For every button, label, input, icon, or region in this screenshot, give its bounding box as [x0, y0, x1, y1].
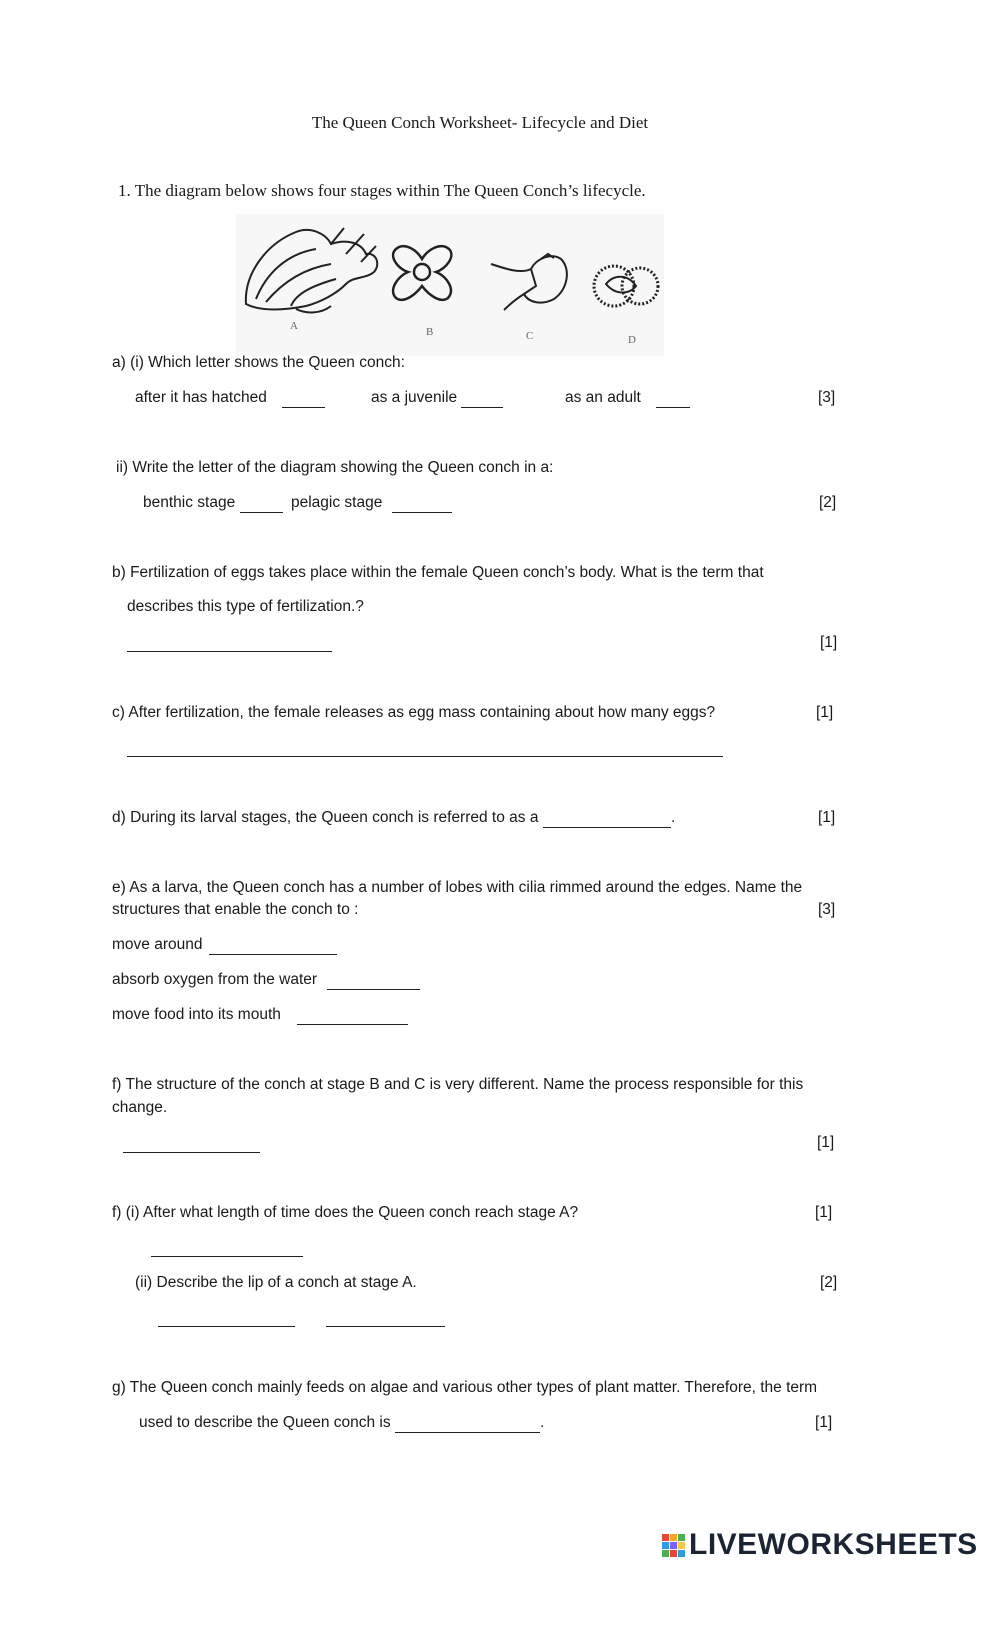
- page-title: The Queen Conch Worksheet- Lifecycle and Diet: [311, 113, 649, 132]
- answer-blank-b[interactable]: [127, 650, 332, 652]
- logo-grid-icon: [662, 1534, 685, 1557]
- liveworksheets-logo[interactable]: [662, 1528, 978, 1562]
- mark-f-i: [1]: [815, 1204, 833, 1221]
- prompt-benthic: benthic stage: [143, 494, 236, 511]
- answer-blank-absorb-oxygen[interactable]: [327, 988, 420, 990]
- mark-d: [1]: [818, 809, 836, 826]
- answer-blank-move-food[interactable]: [297, 1023, 408, 1025]
- logo-text: LIVEWORKSHEETS: [689, 1528, 978, 1561]
- prompt-move-around: move around: [112, 936, 203, 953]
- mark-g: [1]: [815, 1414, 833, 1431]
- mark-a-i: [3]: [818, 389, 836, 406]
- question-g-end: .: [540, 1414, 545, 1431]
- question-g-line2: used to describe the Queen conch is: [139, 1414, 391, 1431]
- mark-e: [3]: [818, 901, 836, 918]
- prompt-move-food: move food into its mouth: [112, 1006, 281, 1023]
- answer-blank-f-ii-1[interactable]: [158, 1325, 295, 1327]
- answer-blank-f-i[interactable]: [151, 1255, 303, 1257]
- question-a-ii: ii) Write the letter of the diagram showing the Queen conch in a:: [116, 459, 554, 476]
- prompt-pelagic: pelagic stage: [291, 494, 383, 511]
- question-f-ii: (ii) Describe the lip of a conch at stage A.: [135, 1274, 417, 1291]
- answer-blank-g[interactable]: [395, 1431, 540, 1433]
- answer-blank-pelagic[interactable]: [392, 511, 452, 513]
- mark-b: [1]: [820, 634, 838, 651]
- mark-f: [1]: [817, 1134, 835, 1151]
- diagram-label-d: D: [628, 334, 636, 346]
- prompt-after-hatched: after it has hatched: [135, 389, 267, 406]
- answer-blank-c[interactable]: [127, 755, 723, 757]
- diagram-label-c: C: [526, 330, 534, 342]
- question-c: c) After fertilization, the female releases as egg mass containing about how many eggs?: [112, 704, 716, 721]
- question-g-line1: g) The Queen conch mainly feeds on algae and various other types of plant matter. Therefore, the term: [112, 1379, 818, 1396]
- diagram-label-a: A: [290, 320, 298, 332]
- question-f-line2: change.: [112, 1099, 168, 1116]
- question-a-i: a) (i) Which letter shows the Queen conch:: [112, 354, 405, 371]
- lifecycle-diagram: [236, 214, 664, 356]
- question-e-line2: structures that enable the conch to :: [112, 901, 359, 918]
- question-f-line1: f) The structure of the conch at stage B and C is very different. Name the process responsible for this: [112, 1076, 804, 1093]
- mark-a-ii: [2]: [819, 494, 837, 511]
- prompt-juvenile: as a juvenile: [371, 389, 458, 406]
- answer-blank-d[interactable]: [543, 826, 671, 828]
- prompt-adult: as an adult: [565, 389, 641, 406]
- diagram-label-b: B: [426, 326, 434, 338]
- mark-f-ii: [2]: [820, 1274, 838, 1291]
- question-f-i: f) (i) After what length of time does the Queen conch reach stage A?: [112, 1204, 579, 1221]
- mark-c: [1]: [816, 704, 834, 721]
- question-1-intro: 1. The diagram below shows four stages within The Queen Conch’s lifecycle.: [118, 181, 646, 200]
- prompt-absorb-oxygen: absorb oxygen from the water: [112, 971, 318, 988]
- question-b-line2: describes this type of fertilization.?: [127, 598, 364, 615]
- question-b-line1: b) Fertilization of eggs takes place within the female Queen conch’s body. What is the term that: [112, 564, 764, 581]
- answer-blank-f-ii-2[interactable]: [326, 1325, 445, 1327]
- answer-blank-juvenile[interactable]: [461, 406, 503, 408]
- answer-blank-f[interactable]: [123, 1151, 260, 1153]
- question-d: d) During its larval stages, the Queen conch is referred to as a: [112, 809, 539, 826]
- question-d-end: .: [671, 809, 676, 826]
- answer-blank-move-around[interactable]: [209, 953, 337, 955]
- answer-blank-benthic[interactable]: [240, 511, 283, 513]
- question-e-line1: e) As a larva, the Queen conch has a number of lobes with cilia rimmed around the edges. Name the: [112, 879, 803, 896]
- answer-blank-adult[interactable]: [656, 406, 690, 408]
- answer-blank-hatched[interactable]: [282, 406, 325, 408]
